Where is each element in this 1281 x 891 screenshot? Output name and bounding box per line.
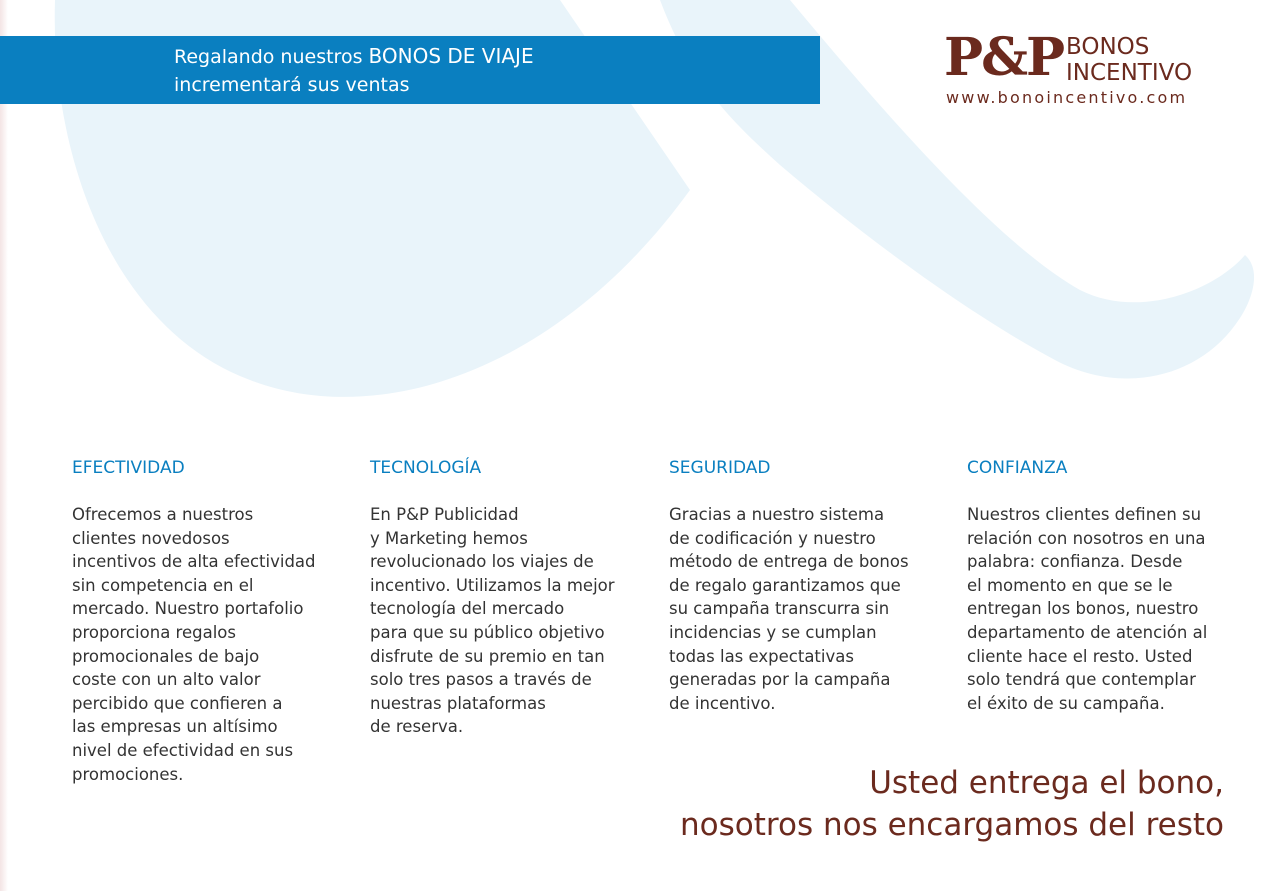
- column-seguridad: [669, 457, 931, 715]
- column-heading: TECNOLOGÍA: [370, 458, 482, 478]
- tagline-line-2: nosotros nos encargamos del resto: [680, 807, 1224, 843]
- tagline: [680, 762, 1224, 846]
- logo-url[interactable]: www.bonoincentivo.com: [946, 88, 1188, 107]
- column-body: En P&P Publicidad y Marketing hemos revolucionado los viajes de incentivo. Utilizamos la mejor tecnología del mercado para que su público objetivo disfrute de su premio en tan solo tres pasos a través de nuestras plataformas de reserva.: [370, 505, 615, 737]
- tagline-line-1: Usted entrega el bono,: [869, 765, 1224, 801]
- column-body: Ofrecemos a nuestros clientes novedosos incentivos de alta efectividad sin competencia en el mercado. Nuestro portafolio proporciona regalos promocionales de bajo coste con un alto valor percibido que confieren a las empresas un altísimo nivel de efectividad en sus promociones.: [72, 505, 316, 784]
- banner-line-2: incrementará sus ventas: [174, 74, 410, 96]
- banner-emphasis: BONOS DE VIAJE: [368, 44, 534, 68]
- header-banner: [0, 36, 820, 104]
- column-efectividad: [72, 457, 334, 786]
- column-heading: CONFIANZA: [967, 458, 1068, 478]
- brand-logo[interactable]: [944, 27, 1214, 110]
- column-heading: EFECTIVIDAD: [72, 458, 185, 478]
- logo-line-incentivo: INCENTIVO: [1066, 60, 1193, 86]
- column-heading: SEGURIDAD: [669, 458, 771, 478]
- logo-mark: P&P: [944, 27, 1064, 88]
- column-confianza: [967, 457, 1229, 715]
- column-tecnologia: [370, 457, 632, 739]
- column-body: Nuestros clientes definen su relación con nosotros en una palabra: confianza. Desde el momento en que se le entregan los bonos, nuestro departamento de atención al cliente hace el resto. Usted solo tendrá que contemplar el éxito de su campaña.: [967, 505, 1208, 713]
- column-body: Gracias a nuestro sistema de codificación y nuestro método de entrega de bonos de regalo garantizamos que su campaña transcurra sin incidencias y se cumplan todas las expectativas generadas por la campaña de incentivo.: [669, 505, 909, 713]
- logo-line-bonos: BONOS: [1066, 34, 1150, 60]
- banner-line-1: [174, 44, 534, 68]
- banner-prefix: Regalando nuestros: [174, 46, 363, 68]
